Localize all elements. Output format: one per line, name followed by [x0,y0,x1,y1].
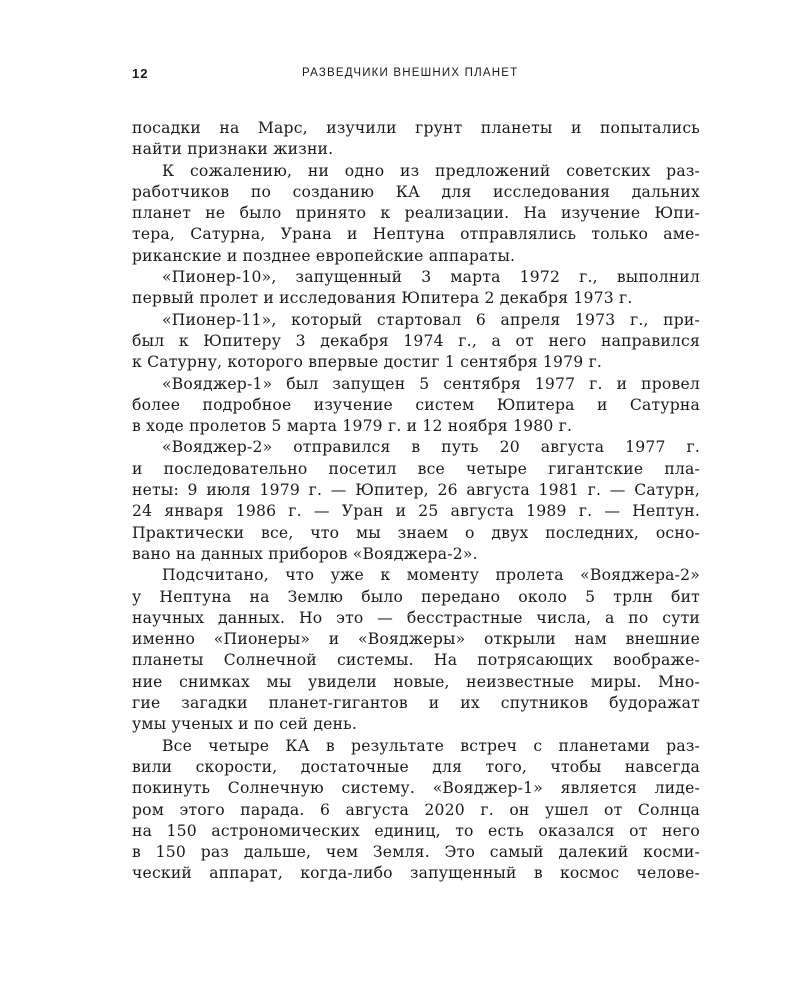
text-line: и последовательно посетил все четыре гигантские пла- [132,459,700,478]
text-line: первый пролет и исследования Юпитера 2 декабря 1973 г. [132,289,633,308]
text-line: «Пионер-10», запущенный 3 марта 1972 г., выполнил [162,268,700,287]
text-line: работчиков по созданию КА для исследования дальних [132,182,700,201]
text-line: у Нептуна на Землю было передано около 5 трлн бит [132,587,700,606]
text-line: посадки на Марс, изучили грунт планеты и попытались [132,119,700,137]
text-line: «Вояджер-1» был запущен 5 сентября 1977 г. и провел [162,374,700,393]
running-head: РАЗВЕДЧИКИ ВНЕШНИХ ПЛАНЕТ [302,67,519,79]
text-line: ние снимках мы увидели новые, неизвестные миры. Мно- [132,672,700,691]
text-line: «Вояджер-2» отправился в путь 20 августа 1977 г. [162,438,700,457]
text-line: вили скорости, достаточные для того, чтобы навсегда [132,757,700,776]
body-text [132,118,700,885]
text-line: риканские и позднее европейские аппараты. [132,246,516,265]
text-line: Практически все, что мы знаем о двух последних, осно- [132,523,700,542]
page-number: 12 [132,66,149,81]
text-line: покинуть Солнечную систему. «Вояджер-1» является лиде- [132,779,700,798]
text-line: на 150 астрономических единиц, то есть оказался от него [132,821,700,840]
text-line: более подробное изучение систем Юпитера и Сатурна [132,395,700,414]
page-header [132,66,700,86]
text-line: К сожалению, ни одно из предложений советских раз- [162,161,700,180]
text-line: гие загадки планет-гигантов и их спутников будоражат [132,694,700,713]
text-line: в ходе пролетов 5 марта 1979 г. и 12 ноября 1980 г. [132,417,573,436]
text-line: Подсчитано, что уже к моменту пролета «Вояджера-2» [162,566,700,585]
text-line: был к Юпитеру 3 декабря 1974 г., а от него направился [132,331,700,350]
text-line: ром этого парада. 6 августа 2020 г. он ушел от Солнца [132,800,700,819]
text-line: ческий аппарат, когда-либо запущенный в космос челове- [132,864,700,883]
text-line: планеты Солнечной системы. На потрясающих воображе- [132,651,700,670]
text-line: 24 января 1986 г. — Уран и 25 августа 1989 г. — Нептун. [132,502,700,521]
text-line: найти признаки жизни. [132,140,334,159]
text-line: именно «Пионеры» и «Вояджеры» открыли нам внешние [132,630,700,649]
text-line: «Пионер-11», который стартовал 6 апреля 1973 г., при- [162,310,700,329]
text-line: к Сатурну, которого впервые достиг 1 сентября 1979 г. [132,353,603,372]
text-line: тера, Сатурна, Урана и Нептуна отправлялись только аме- [132,225,700,244]
text-line: умы ученых и по сей день. [132,715,358,734]
text-line: неты: 9 июля 1979 г. — Юпитер, 26 августа 1981 г. — Сатурн, [132,481,700,500]
text-line: в 150 раз дальше, чем Земля. Это самый далекий косми- [132,843,700,862]
text-line: научных данных. Но это — бесстрастные числа, а по сути [132,608,700,627]
text-line: вано на данных приборов «Вояджера-2». [132,544,478,563]
text-line: Все четыре КА в результате встреч с планетами раз- [162,736,700,755]
text-line: планет не было принято к реализации. На изучение Юпи- [132,204,700,223]
